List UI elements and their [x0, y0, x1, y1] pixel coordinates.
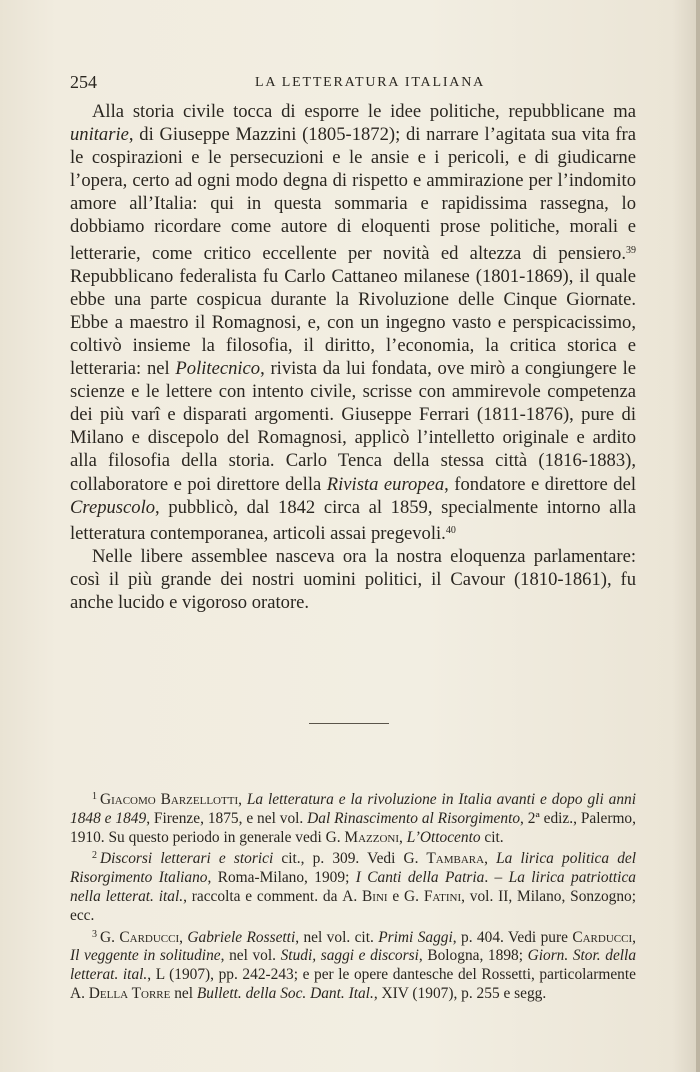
section-divider — [309, 723, 389, 724]
main-text — [70, 100, 636, 614]
text-run: , fondatore e direttore del — [444, 473, 637, 495]
italic-run: L’Ottocento — [406, 828, 481, 846]
author-name: G. Tambara — [403, 850, 485, 868]
footnote-number: 2 — [92, 850, 97, 862]
author-name: Carducci — [572, 928, 633, 946]
footnote-3 — [70, 926, 636, 1004]
page-edge — [696, 0, 700, 1072]
italic-run: Giorn. Stor. della letterat. ital. — [70, 947, 637, 984]
text-run: , nel vol. — [220, 947, 281, 965]
footnote-ref-39: 39 — [626, 244, 636, 256]
text-run: , — [484, 850, 497, 868]
text-run: , vol. II, Milano, Sonzogno; ecc. — [70, 887, 637, 924]
footnote-number: 1 — [92, 791, 97, 802]
text-run: , 2ª ediz., Palermo, 1910. Su questo periodo in generale vedi — [70, 809, 636, 846]
text-run: , — [399, 828, 407, 846]
italic-run: I Canti della Patria — [355, 869, 485, 887]
text-run: cit. — [480, 828, 504, 846]
running-title: LA LETTERATURA ITALIANA — [254, 75, 486, 90]
text-run: , — [179, 928, 188, 946]
text-run: , — [238, 791, 247, 808]
text-run: , rivista da lui fondata, ove mirò a congiungere le scienze e le lettere con intento civile, scrisse con ammirevole competenza dei più varî e disparati argomenti. Giuseppe Ferrari (1811-1876), pure di Milano e discepolo del Romagnosi, applicò l’intelletto originale e ardito alla filosofia della storia. Carlo Tenca della stessa città (1816-1883), collaboratore e poi direttore della — [70, 358, 636, 495]
text-run: Repubblicano federalista fu Carlo Cattaneo milanese (1801-1869), il quale ebbe una parte cospicua durante la Rivoluzione delle Cinque Giornate. Ebbe a maestro il Romagnosi, e, con un ingegno vasto e perspicacissimo, coltivò insieme la filosofia, il diritto, l’economia, la critica storica e letteraria: nel — [70, 265, 636, 380]
footnote-ref-40: 40 — [445, 524, 456, 536]
footnotes — [70, 788, 636, 1004]
text-run: . – — [484, 869, 509, 887]
footnote-1 — [70, 788, 636, 847]
text-run: , nel vol. cit. — [295, 928, 379, 946]
text-run: , Roma-Milano, 1909; — [207, 869, 356, 887]
text-run: e — [387, 887, 405, 905]
text-run: , Bologna, 1898; — [418, 947, 528, 965]
text-run: nel — [170, 984, 197, 1002]
italic-run: Crepuscolo — [70, 496, 156, 518]
author-name: G. Fatini — [404, 887, 462, 905]
text-run: , pubblicò, dal 1842 circa al 1859, specialmente intorno alla letteratura contemporanea, articoli assai pregevoli. — [70, 496, 636, 544]
paragraph-1 — [70, 100, 636, 545]
italic-run: La lirica patriottica nella letterat. ital. — [70, 869, 636, 905]
text-run: , p. 404. Vedi pure — [452, 928, 573, 946]
author-name: G. Mazzoni — [325, 828, 400, 846]
italic-run: Rivista europea — [326, 473, 445, 495]
italic-run: Studi, saggi e discorsi — [280, 947, 419, 965]
italic-run: La lirica politica del Risorgimento Italiano — [70, 850, 636, 887]
italic-run: La letteratura e la rivoluzione in Italia avanti e dopo gli anni 1848 e 1849 — [70, 791, 636, 827]
text-run: Alla storia civile tocca di esporre le idee politiche, repubblicane ma — [92, 101, 636, 122]
text-run: , Firenze, 1875, e nel vol. — [146, 809, 308, 827]
footnote-number: 3 — [92, 928, 97, 940]
italic-run: Discorsi letterari e storici — [100, 850, 274, 868]
text-run: , L (1907), pp. 242-243; e per le opere dantesche del Rossetti, particolarmente — [147, 966, 636, 984]
italic-run: Dal Rinascimento al Risorgimento — [307, 809, 521, 827]
italic-run: unitarie — [70, 124, 129, 146]
italic-run: Primi Saggi — [378, 928, 453, 946]
page-number: 254 — [70, 72, 97, 92]
text-run: , XIV (1907), p. 255 e segg. — [373, 984, 547, 1002]
paragraph-2: Nelle libere assemblee nasceva ora la nostra eloquenza parlamentare: così il più grande dei nostri uomini politici, il Cavour (1810-1861), fu anche lucido e vigoroso oratore. — [70, 545, 636, 613]
italic-run: Politecnico — [175, 358, 261, 380]
text-run: , di Giuseppe Mazzini (1805-1872); di narrare l’agitata sua vita fra le cospirazioni e le persecuzioni e le ansie e i pericoli, e di giudicarne l’opera, certo ad ogni modo degna di rispetto e ammirazione per l’indomito amore all’Italia: qui in questa sommaria e rapidissima rassegna, lo dobbiamo ricordare come autore di eloquenti prose politiche, morali e letterarie, come critico eccellente per novità ed altezza di pensiero. — [70, 124, 636, 264]
text-run: cit., p. 309. Vedi — [273, 850, 404, 868]
text-run: , — [632, 928, 636, 946]
author-name: A. Bini — [342, 887, 388, 905]
italic-run: Il veggente in solitudine — [70, 947, 221, 965]
italic-run: Gabriele Rossetti — [187, 928, 296, 946]
text-run: , raccolta e comment. da — [183, 887, 343, 905]
author-name: Giacomo Barzellotti — [100, 791, 239, 808]
author-name: A. Della Torre — [70, 984, 171, 1002]
italic-run: Bullett. della Soc. Dant. Ital. — [196, 984, 374, 1002]
footnote-2 — [70, 847, 636, 925]
author-name: G. Carducci — [100, 928, 180, 946]
page-header — [70, 72, 640, 94]
